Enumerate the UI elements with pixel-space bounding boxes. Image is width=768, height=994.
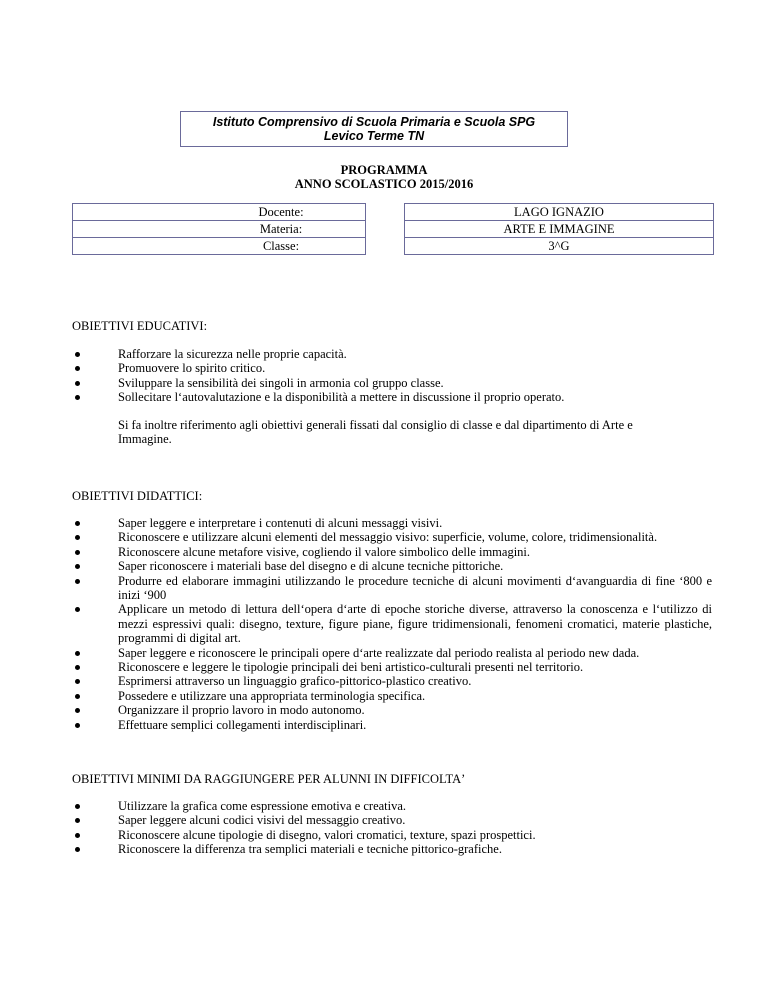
list-item: Saper leggere e riconoscere le principali opere dʻarte realizzate dal periodo realista al periodo new dada. (72, 646, 712, 660)
list-item: Riconoscere e utilizzare alcuni elementi del messaggio visivo: superficie, volume, colore, tridimensionalità. (72, 530, 712, 544)
list-item: Saper leggere alcuni codici visivi del messaggio creativo. (72, 813, 712, 827)
bullet-icon (75, 607, 80, 612)
didattici-list (72, 516, 712, 732)
program-title-line2: ANNO SCOLASTICO 2015/2016 (294, 177, 474, 191)
info-table (72, 203, 714, 255)
list-item: Riconoscere e leggere le tipologie principali dei beni artistico-culturali presenti nel territorio. (72, 660, 712, 674)
list-item: Riconoscere alcune metafore visive, cogliendo il valore simbolico delle immagini. (72, 545, 712, 559)
bullet-icon (75, 381, 80, 386)
minimi-list (72, 799, 712, 857)
list-item: Sviluppare la sensibilità dei singoli in armonia col gruppo classe. (72, 376, 712, 390)
info-value-materia: ARTE E IMMAGINE (405, 221, 714, 238)
didattici-heading: OBIETTIVI DIDATTICI: (72, 489, 203, 503)
bullet-icon (75, 665, 80, 670)
minimi-heading: OBIETTIVI MINIMI DA RAGGIUNGERE PER ALUNNI IN DIFFICOLTAʼ (72, 772, 466, 786)
info-row (73, 238, 714, 255)
list-item: Produrre ed elaborare immagini utilizzando le procedure tecniche di alcuni movimenti dʻavanguardia di fine ʻ800 e inizi ʻ900 (72, 574, 712, 603)
program-title (0, 163, 768, 191)
bullet-icon (75, 535, 80, 540)
list-item: Saper leggere e interpretare i contenuti di alcuni messaggi visivi. (72, 516, 712, 530)
info-label-docente: Docente: (197, 204, 366, 221)
list-item: Esprimersi attraverso un linguaggio grafico-pittorico-plastico creativo. (72, 674, 712, 688)
list-item: Organizzare il proprio lavoro in modo autonomo. (72, 703, 712, 717)
list-item: Riconoscere alcune tipologie di disegno, valori cromatici, texture, spazi prospettici. (72, 828, 712, 842)
educativi-list (72, 347, 712, 405)
bullet-icon (75, 847, 80, 852)
list-item: Rafforzare la sicurezza nelle proprie capacità. (72, 347, 712, 361)
list-item: Saper riconoscere i materiali base del disegno e di alcune tecniche pittoriche. (72, 559, 712, 573)
bullet-icon (75, 564, 80, 569)
bullet-icon (75, 804, 80, 809)
list-item: Effettuare semplici collegamenti interdisciplinari. (72, 718, 712, 732)
bullet-icon (75, 521, 80, 526)
info-row (73, 204, 714, 221)
bullet-icon (75, 366, 80, 371)
bullet-icon (75, 833, 80, 838)
info-label-materia: Materia: (197, 221, 366, 238)
list-item: Sollecitare lʻautovalutazione e la disponibilità a mettere in discussione il proprio operato. (72, 390, 712, 404)
list-item: Utilizzare la grafica come espressione emotiva e creativa. (72, 799, 712, 813)
list-item: Possedere e utilizzare una appropriata terminologia specifica. (72, 689, 712, 703)
school-location: Levico Terme TN (323, 129, 425, 143)
educativi-heading: OBIETTIVI EDUCATIVI: (72, 319, 208, 333)
list-item: Riconoscere la differenza tra semplici materiali e tecniche pittorico-grafiche. (72, 842, 712, 856)
list-item: Applicare un metodo di lettura dellʻopera dʻarte di epoche storiche diverse, attraverso la conoscenza e lʻutilizzo di mezzi espressivi quali: disegno, texture, figure piane, figure tridimensionali, fenomeni cromatici, materie plastiche, programmi di digital art. (72, 602, 712, 645)
school-name: Istituto Comprensivo di Scuola Primaria e Scuola SPG (212, 115, 536, 129)
program-title-line1: PROGRAMMA (340, 163, 428, 177)
bullet-icon (75, 395, 80, 400)
info-label-classe: Classe: (197, 238, 366, 255)
list-item: Promuovere lo spirito critico. (72, 361, 712, 375)
bullet-icon (75, 651, 80, 656)
bullet-icon (75, 708, 80, 713)
info-value-classe: 3^G (405, 238, 714, 255)
bullet-icon (75, 694, 80, 699)
info-value-docente: LAGO IGNAZIO (405, 204, 714, 221)
bullet-icon (75, 818, 80, 823)
bullet-icon (75, 550, 80, 555)
bullet-icon (75, 579, 80, 584)
bullet-icon (75, 352, 80, 357)
bullet-icon (75, 723, 80, 728)
bullet-icon (75, 679, 80, 684)
info-row (73, 221, 714, 238)
educativi-note: Si fa inoltre riferimento agli obiettivi generali fissati dal consiglio di classe e dal dipartimento di Arte e Immagine. (118, 418, 633, 447)
school-header-box (180, 111, 568, 147)
